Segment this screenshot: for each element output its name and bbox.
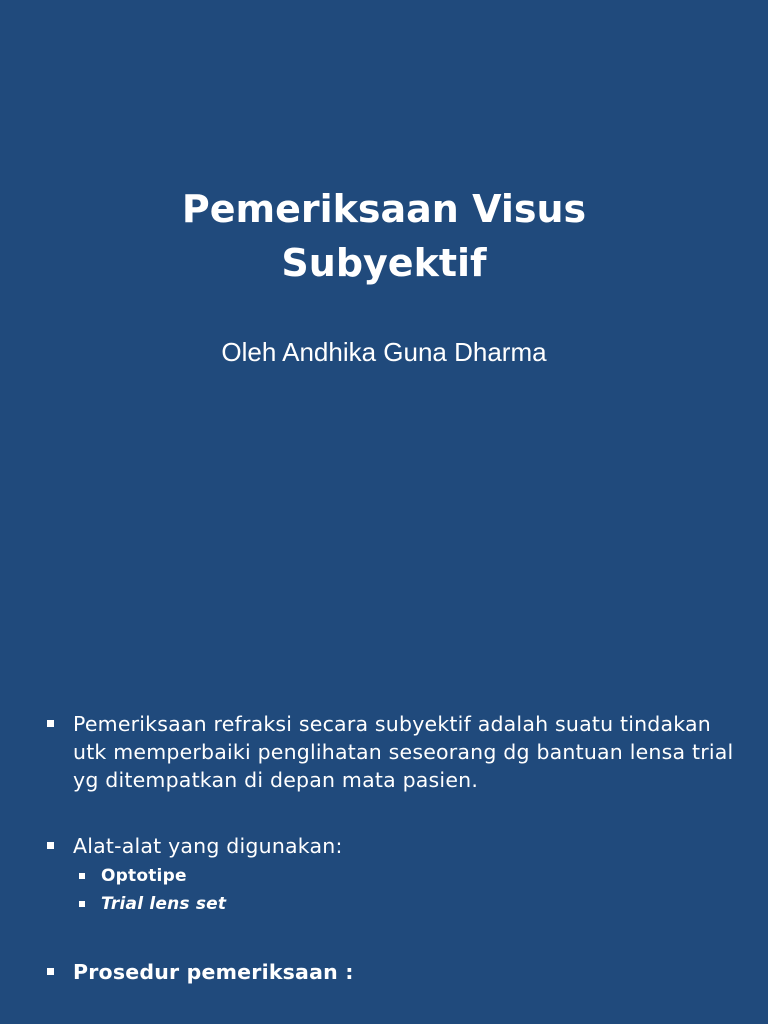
bullet-list <box>46 710 736 986</box>
bullet-text: Alat-alat yang digunakan: <box>73 834 343 858</box>
bullet-item-definition <box>46 710 736 794</box>
slide-title-line-2: Subyektif <box>281 241 487 285</box>
slide-subtitle: Oleh Andhika Guna Dharma <box>221 337 547 367</box>
bullet-item-tools <box>46 832 736 918</box>
slide-title-line-1: Pemeriksaan Visus <box>181 187 587 231</box>
square-bullet-icon <box>79 901 85 907</box>
slide-title <box>60 182 708 290</box>
sub-bullet-item-trial-lens-set <box>73 890 736 918</box>
bullet-text: Prosedur pemeriksaan : <box>73 960 354 984</box>
square-bullet-icon <box>79 873 85 879</box>
bullet-item-procedure <box>46 958 736 986</box>
sub-bullet-list <box>73 862 736 918</box>
square-bullet-icon <box>47 968 54 975</box>
sub-bullet-text: Optotipe <box>101 866 187 886</box>
content-slide <box>0 690 768 1024</box>
square-bullet-icon <box>47 720 54 727</box>
sub-bullet-text: Trial lens set <box>101 894 227 914</box>
square-bullet-icon <box>47 842 54 849</box>
sub-bullet-item-optotipe <box>73 862 736 890</box>
bullet-text: Pemeriksaan refraksi secara subyektif adalah suatu tindakan utk memperbaiki penglihatan seseorang dg bantuan lensa trial yg ditempatkan di depan mata pasien. <box>73 712 734 792</box>
